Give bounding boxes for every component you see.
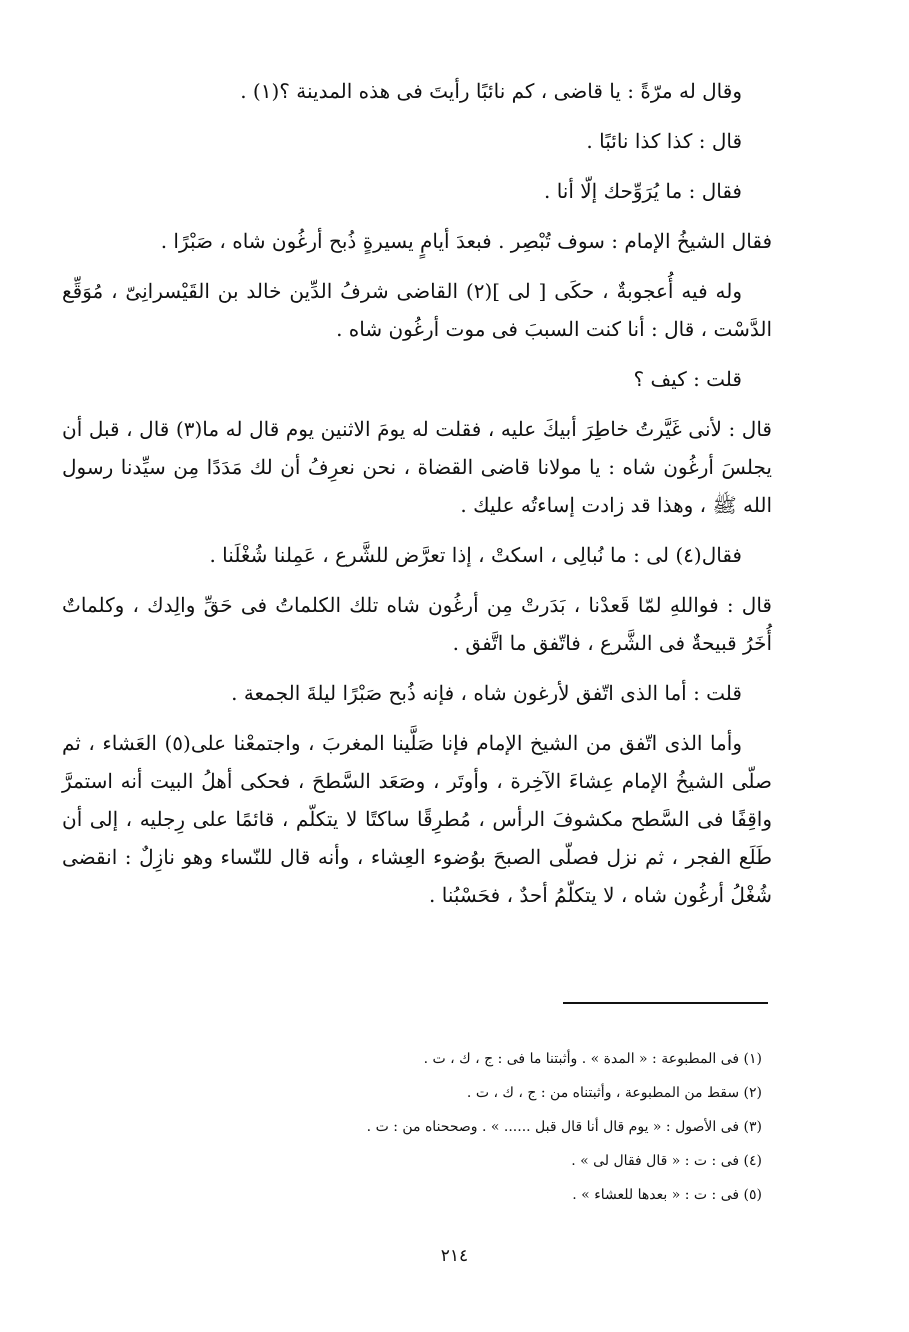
footnote-divider bbox=[563, 1002, 768, 1004]
paragraph-6: قلت : كيف ؟ bbox=[633, 367, 742, 391]
footnote-5: (٥) فى : ت : « بعدها للعشاء » . bbox=[572, 1187, 762, 1203]
page-number: ٢١٤ bbox=[440, 1246, 469, 1266]
footnote-4: (٤) فى : ت : « قال فقال لى » . bbox=[571, 1153, 762, 1169]
footnote-1: (١) فى المطبوعة : « المدة » . وأثبتنا ما فى : ج ، ك ، ت . bbox=[423, 1051, 762, 1067]
paragraph-10: قلت : أما الذى اتّفق لأرغون شاه ، فإنه ذُبح صَبْرًا ليلةَ الجمعة . bbox=[231, 681, 742, 705]
main-text bbox=[62, 72, 772, 926]
footnotes bbox=[62, 1042, 774, 1212]
footnote-2: (٢) سقط من المطبوعة ، وأثبتناه من : ج ، ك ، ت . bbox=[466, 1085, 762, 1101]
paragraph-11: وأما الذى اتّفق من الشيخ الإمام فإنا صَلَّينا المغربَ ، واجتمعْنا على(٥) العَشاء ، ثم صلّى الشيخُ الإمام عِشاءَ الآخِرة ، وأوتَر ، وصَعَد السَّطحَ ، فحكى أهلُ البيت أنه استمرَّ واقِفًا فى السَّطح مكشوفَ الرأس ، مُطرِقًا ساكتًا لا يتكلّم ، قائمًا على رِجليه ، إلى أن طَلَع الفجر ، ثم نزل فصلّى الصبحَ بوُضوء العِشاء ، وأنه قال للنّساء وهو نازِلٌ : انقضى شُغْلُ أرغُون شاه ، لا يتكلّمُ أحدٌ ، فحَسْبُنا . bbox=[62, 731, 772, 907]
paragraph-5: وله فيه أُعجوبةٌ ، حكَى [ لى ](٢) القاضى شرفُ الدِّين خالد بن القَيْسرانِىّ ، مُوَقِّع الدَّسْت ، قال : أنا كنت السببَ فى موت أرغُون شاه . bbox=[62, 279, 772, 341]
paragraph-4: فقال الشيخُ الإمام : سوف تُبْصِر . فبعدَ أيامٍ يسيرةٍ ذُبح أرغُون شاه ، صَبْرًا . bbox=[160, 229, 772, 253]
footnote-3: (٣) فى الأصول : « يوم قال أنا قال قبل ...... » . وصححناه من : ت . bbox=[366, 1119, 762, 1135]
paragraph-9: قال : فواللهِ لمّا قَعدْنا ، بَدَرتْ مِن أرغُون شاه تلك الكلماتُ فى حَقِّ والِدك ، وكلماتٌ أُخَرُ قبيحةٌ فى الشَّرع ، فاتّفق ما اتَّفق . bbox=[62, 593, 772, 655]
paragraph-8: فقال(٤) لى : ما نُبالِى ، اسكتْ ، إذا تعرَّض للشَّرع ، عَمِلنا شُغْلَنا . bbox=[209, 543, 742, 567]
paragraph-3: فقال : ما يُرَوِّحك إلّا أنا . bbox=[543, 179, 742, 203]
paragraph-7: قال : لأنى غَيَّرتُ خاطِرَ أبيكَ عليه ، فقلت له يومَ الاثنين يوم قال له ما(٣) قال ، قبل أن يجلسَ أرغُون شاه : يا مولانا قاضى القضاة ، نحن نعرِفُ أن لك مَدَدًا مِن سيِّدنا رسول الله ﷺ ، وهذا قد زادت إساءتُه عليك . bbox=[62, 417, 772, 517]
paragraph-1: وقال له مرّةً : يا قاضى ، كم نائبًا رأيتَ فى هذه المدينة ؟(١) . bbox=[240, 79, 742, 103]
paragraph-2: قال : كذا كذا نائبًا . bbox=[586, 129, 742, 153]
